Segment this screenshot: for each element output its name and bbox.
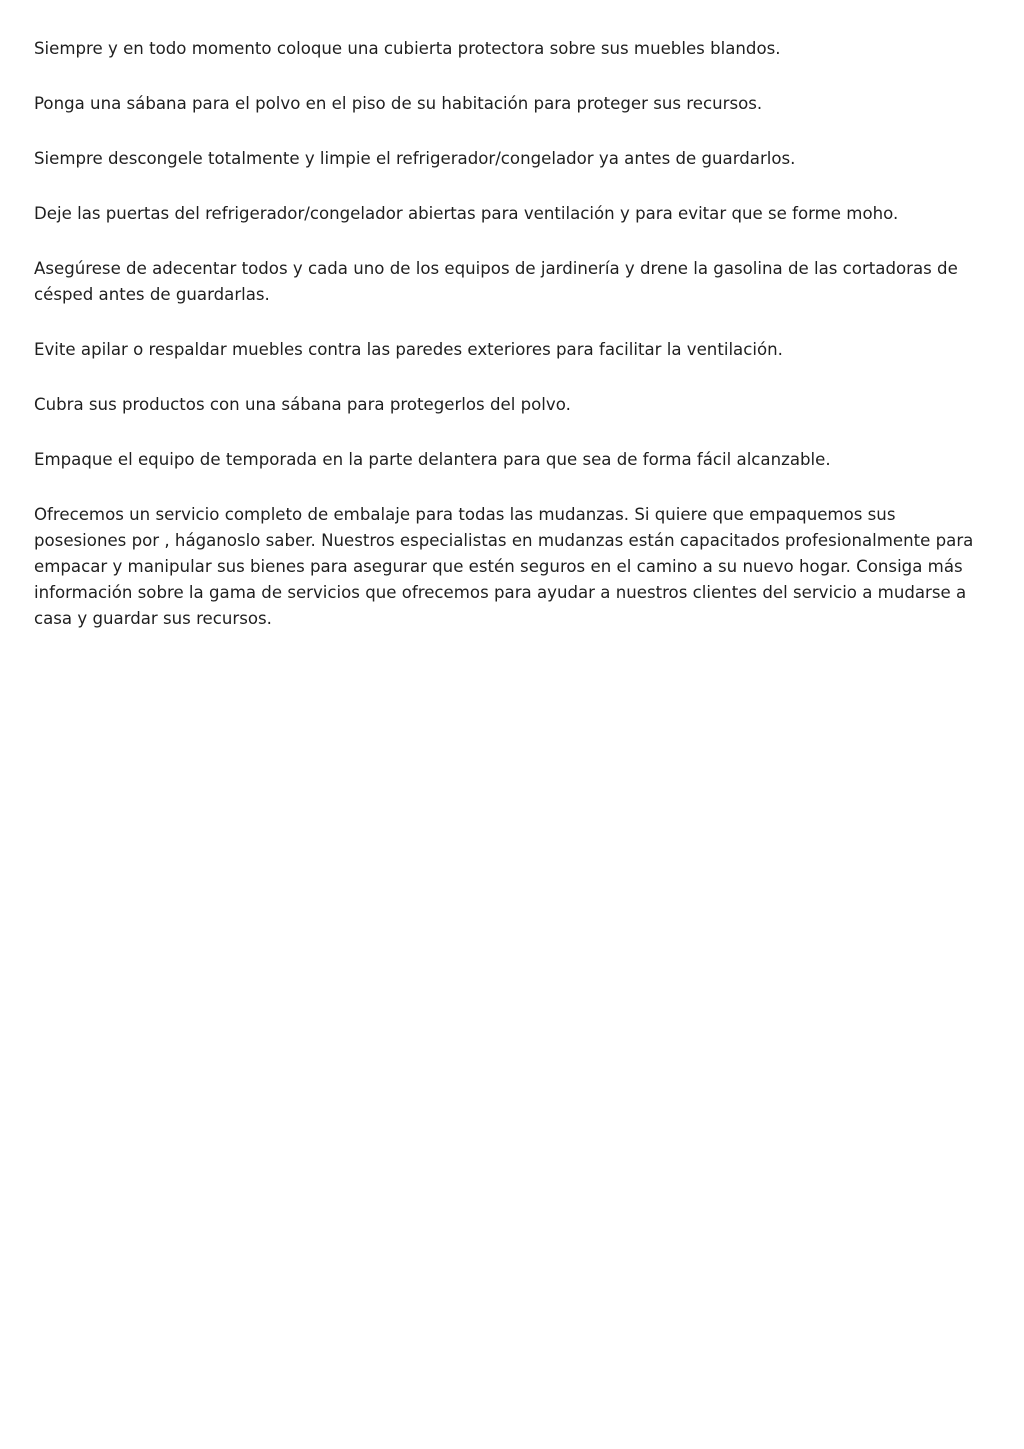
paragraph-cover-products: Cubra sus productos con una sábana para protegerlos del polvo. [34, 395, 571, 414]
paragraph-garden-equipment: Asegúrese de adecentar todos y cada uno de los equipos de jardinería y drene la gasolina de las cortadoras de césped antes de guardarlas. [34, 259, 958, 304]
paragraph-dust-sheet-floor: Ponga una sábana para el polvo en el piso de su habitación para proteger sus recursos. [34, 94, 763, 113]
paragraph-protective-cover: Siempre y en todo momento coloque una cubierta protectora sobre sus muebles blandos. [34, 39, 781, 58]
paragraph-defrost-fridge: Siempre descongele totalmente y limpie el refrigerador/congelador ya antes de guardarlos. [34, 149, 796, 168]
paragraph-seasonal-equipment: Empaque el equipo de temporada en la parte delantera para que sea de forma fácil alcanzable. [34, 450, 831, 469]
paragraph-avoid-stacking: Evite apilar o respaldar muebles contra las paredes exteriores para facilitar la ventilación. [34, 340, 783, 359]
paragraph-fridge-doors-open: Deje las puertas del refrigerador/congelador abiertas para ventilación y para evitar que se forme moho. [34, 204, 899, 223]
document-page [34, 36, 984, 661]
paragraph-packing-service: Ofrecemos un servicio completo de embalaje para todas las mudanzas. Si quiere que empaquemos sus posesiones por , háganoslo saber. Nuestros especialistas en mudanzas están capacitados profesionalmente para empacar y manipular sus bienes para asegurar que estén seguros en el camino a su nuevo hogar. Consiga más información sobre la gama de servicios que ofrecemos para ayudar a nuestros clientes del servicio a mudarse a casa y guardar sus recursos. [34, 505, 974, 628]
